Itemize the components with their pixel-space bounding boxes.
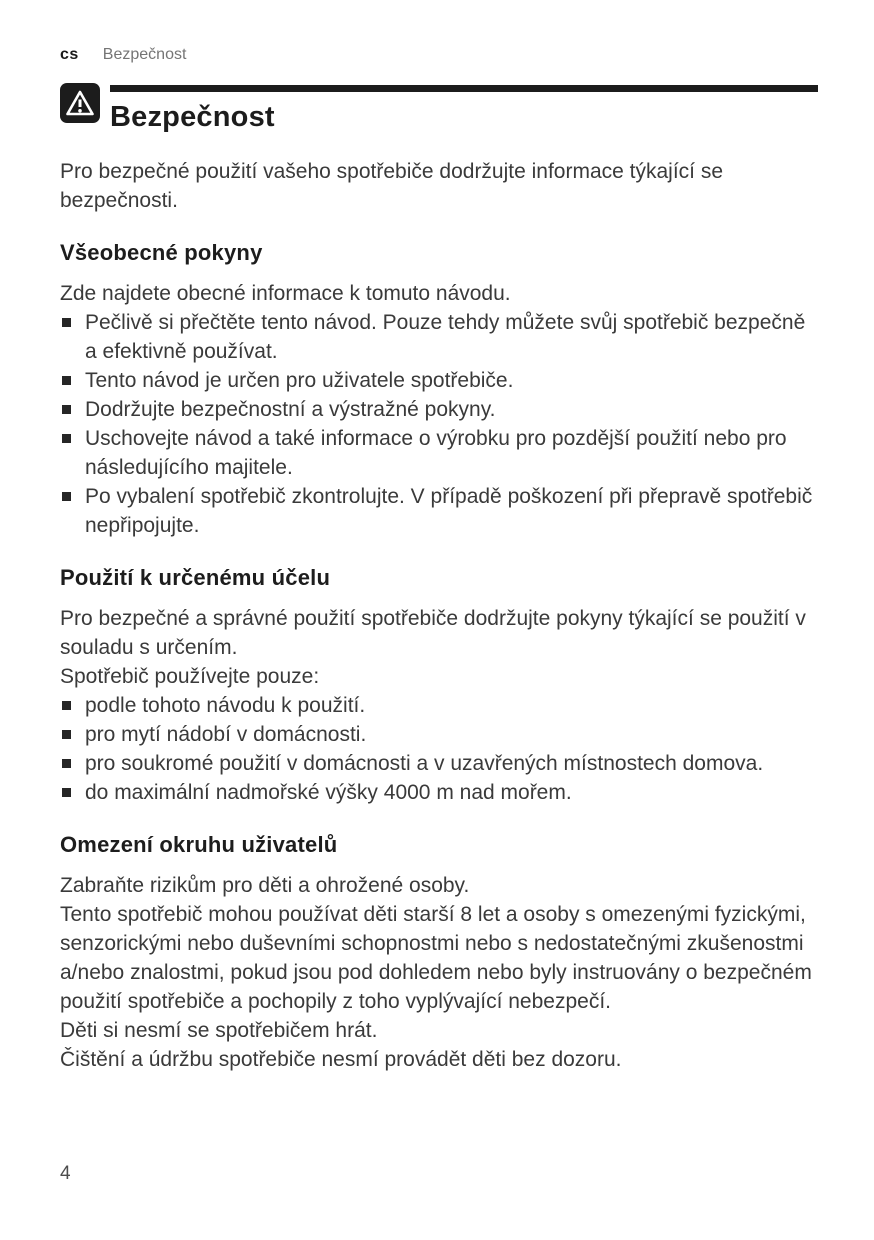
chapter-title-block [60, 83, 818, 133]
bullet-square-icon [62, 318, 71, 327]
section-paragraphs [60, 871, 818, 1074]
page-number: 4 [60, 1163, 71, 1184]
paragraph: Spotřebič používejte pouze: [60, 665, 320, 688]
title-right-column [110, 83, 818, 133]
list-item-text: Uschovejte návod a také informace o výrobku pro pozdější použití nebo pro následujícího majitele. [85, 427, 787, 479]
bullet-square-icon [62, 376, 71, 385]
list-item-text: Dodržujte bezpečnostní a výstražné pokyny. [85, 398, 496, 421]
bullet-list [60, 308, 818, 540]
list-item-text: do maximální nadmořské výšky 4000 m nad mořem. [85, 781, 572, 804]
list-item-text: pro soukromé použití v domácnosti a v uzavřených místnostech domova. [85, 752, 764, 775]
list-item [60, 395, 818, 424]
list-item-text: Pečlivě si přečtěte tento návod. Pouze tehdy můžete svůj spotřebič bezpečně a efektivně používat. [85, 311, 806, 363]
section-paragraphs [60, 604, 818, 691]
section-heading: Omezení okruhu uživatelů [60, 832, 338, 857]
section-user-restrictions [60, 832, 818, 1074]
list-item-text: Po vybalení spotřebič zkontrolujte. V případě poškození při přepravě spotřebič nepřipojujte. [85, 485, 813, 537]
paragraph: Zde najdete obecné informace k tomuto návodu. [60, 282, 511, 305]
page-title: Bezpečnost [110, 101, 275, 133]
list-item [60, 778, 818, 807]
bullet-square-icon [62, 730, 71, 739]
list-item [60, 691, 818, 720]
language-code: cs [60, 46, 79, 63]
bullet-square-icon [62, 759, 71, 768]
section-intended-use [60, 565, 818, 807]
list-item [60, 366, 818, 395]
section-heading: Použití k určenému účelu [60, 565, 331, 590]
section-paragraphs [60, 279, 818, 308]
intro-paragraph: Pro bezpečné použití vašeho spotřebiče dodržujte informace týkající se bezpečnosti. [60, 160, 724, 212]
section-general-instructions [60, 240, 818, 540]
paragraph: Děti si nesmí se spotřebičem hrát. [60, 1019, 378, 1042]
bullet-square-icon [62, 405, 71, 414]
intro-block [60, 157, 818, 215]
paragraph: Tento spotřebič mohou používat děti starší 8 let a osoby s omezenými fyzickými, senzorickými nebo duševními schopnostmi nebo s nedostatečnými zkušenostmi a/nebo znalostmi, pokud jsou pod dohledem nebo byly instruovány o bezpečném použití spotřebiče a pochopily z toho vyplývající nebezpečí. [60, 903, 812, 1013]
bullet-square-icon [62, 701, 71, 710]
list-item [60, 749, 818, 778]
title-rule [110, 85, 818, 92]
section-heading: Všeobecné pokyny [60, 240, 263, 265]
paragraph: Zabraňte rizikům pro děti a ohrožené osoby. [60, 874, 470, 897]
paragraph: Pro bezpečné a správné použití spotřebiče dodržujte pokyny týkající se použití v souladu s určením. [60, 607, 806, 659]
list-item [60, 424, 818, 482]
list-item [60, 308, 818, 366]
list-item [60, 720, 818, 749]
list-item-text: pro mytí nádobí v domácnosti. [85, 723, 367, 746]
paragraph: Čištění a údržbu spotřebiče nesmí provádět děti bez dozoru. [60, 1048, 622, 1071]
list-item [60, 482, 818, 540]
list-item-text: Tento návod je určen pro uživatele spotřebiče. [85, 369, 514, 392]
bullet-square-icon [62, 788, 71, 797]
bullet-square-icon [62, 434, 71, 443]
bullet-square-icon [62, 492, 71, 501]
running-chapter-title: Bezpečnost [102, 46, 187, 63]
running-header [60, 46, 818, 64]
bullet-list [60, 691, 818, 807]
list-item-text: podle tohoto návodu k použití. [85, 694, 366, 717]
warning-triangle-icon [60, 83, 100, 123]
